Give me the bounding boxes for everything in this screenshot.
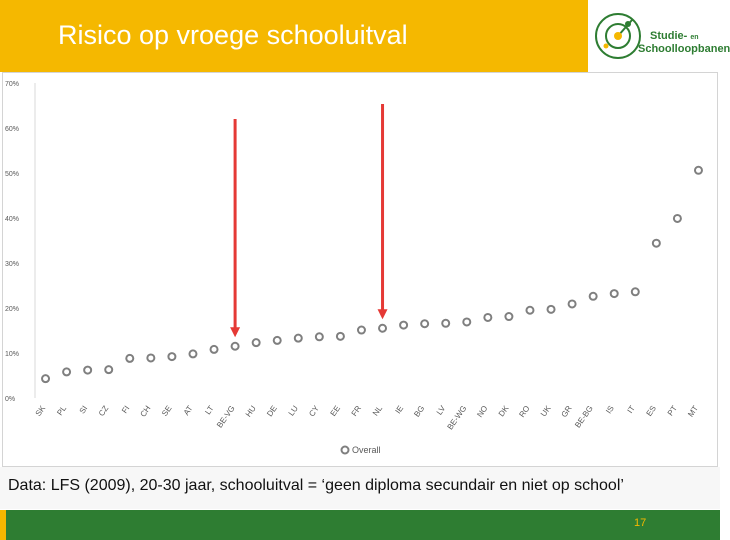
y-tick-label: 50%	[5, 171, 20, 178]
data-point	[442, 320, 449, 327]
data-point	[63, 368, 70, 375]
x-tick-label: CZ	[96, 403, 111, 418]
x-tick-label: BG	[412, 403, 427, 419]
logo-text-line1-small: en	[690, 34, 699, 41]
data-point	[211, 346, 218, 353]
y-tick-label: 20%	[5, 306, 20, 313]
data-source-caption: Data: LFS (2009), 20-30 jaar, schooluitval = ‘geen diploma secundair en niet op school’	[8, 477, 624, 494]
x-tick-label: IT	[625, 403, 637, 415]
data-point	[232, 343, 239, 350]
logo	[588, 0, 730, 72]
x-tick-label: IE	[393, 403, 406, 416]
y-tick-label: 60%	[5, 126, 20, 133]
data-point	[590, 293, 597, 300]
x-tick-label: IS	[604, 403, 616, 416]
x-tick-label: SI	[77, 403, 90, 416]
legend-marker	[342, 447, 349, 454]
slide-title: Risico op vroege schooluitval	[58, 20, 408, 50]
data-point	[126, 355, 133, 362]
x-tick-label: EE	[328, 403, 343, 418]
x-tick-label: BE-WG	[445, 403, 469, 432]
x-tick-label: NL	[370, 403, 385, 418]
x-tick-label: UK	[538, 403, 553, 419]
x-tick-label: LV	[434, 403, 448, 417]
x-tick-label: GR	[559, 403, 574, 419]
data-point	[421, 320, 428, 327]
x-tick-label: MT	[686, 403, 701, 419]
data-point	[84, 367, 91, 374]
data-point	[674, 215, 681, 222]
data-point	[463, 318, 470, 325]
x-tick-label: SK	[33, 403, 48, 418]
caption-box	[0, 467, 720, 509]
x-tick-label: LU	[286, 403, 300, 418]
highlight-arrowhead	[378, 309, 388, 319]
x-tick-label: LT	[203, 403, 216, 417]
slide-footer	[0, 510, 720, 540]
data-point	[400, 322, 407, 329]
data-point	[569, 300, 576, 307]
highlight-arrowhead	[230, 327, 240, 337]
data-point	[42, 375, 49, 382]
footer-accent	[0, 510, 6, 540]
data-point	[253, 339, 260, 346]
data-point	[105, 366, 112, 373]
data-point	[147, 354, 154, 361]
x-tick-label: NO	[475, 403, 490, 419]
data-point	[526, 307, 533, 314]
page-number: 17	[634, 517, 647, 529]
data-point	[358, 327, 365, 334]
y-tick-label: 40%	[5, 216, 20, 223]
x-tick-label: PT	[665, 403, 680, 418]
data-point	[316, 333, 323, 340]
x-tick-label: PL	[55, 403, 69, 418]
data-point	[548, 306, 555, 313]
x-tick-label: HU	[243, 403, 258, 419]
y-tick-label: 10%	[5, 351, 20, 358]
y-tick-label: 70%	[5, 81, 20, 88]
data-point	[611, 290, 618, 297]
data-point	[379, 325, 386, 332]
x-tick-label: SE	[160, 403, 174, 418]
x-tick-label: BE-BG	[573, 403, 595, 430]
x-tick-label: AT	[181, 403, 195, 418]
chart-frame	[2, 72, 718, 467]
logo-text-line2: Schoolloopbanen	[638, 43, 730, 55]
data-point	[695, 167, 702, 174]
x-tick-label: ES	[644, 403, 658, 418]
data-point	[337, 333, 344, 340]
legend-label: Overall	[352, 445, 381, 455]
slide-header	[0, 0, 588, 72]
x-tick-label: FR	[349, 403, 364, 418]
data-point	[484, 314, 491, 321]
x-tick-label: RO	[517, 403, 532, 419]
x-tick-label: CH	[138, 403, 153, 419]
x-tick-label: BE-VG	[215, 403, 237, 430]
x-tick-label: DK	[496, 403, 511, 419]
data-point	[653, 240, 660, 247]
x-tick-label: FI	[119, 403, 132, 415]
data-point	[505, 313, 512, 320]
data-point	[274, 337, 281, 344]
data-point	[168, 353, 175, 360]
x-tick-label: CY	[307, 403, 321, 419]
scatter-chart	[3, 73, 717, 466]
logo-text-line1: Studie-	[650, 30, 688, 42]
y-tick-label: 0%	[5, 396, 16, 403]
y-tick-label: 30%	[5, 261, 20, 268]
data-point	[189, 350, 196, 357]
data-point	[632, 288, 639, 295]
data-point	[295, 335, 302, 342]
x-tick-label: DE	[265, 403, 279, 419]
